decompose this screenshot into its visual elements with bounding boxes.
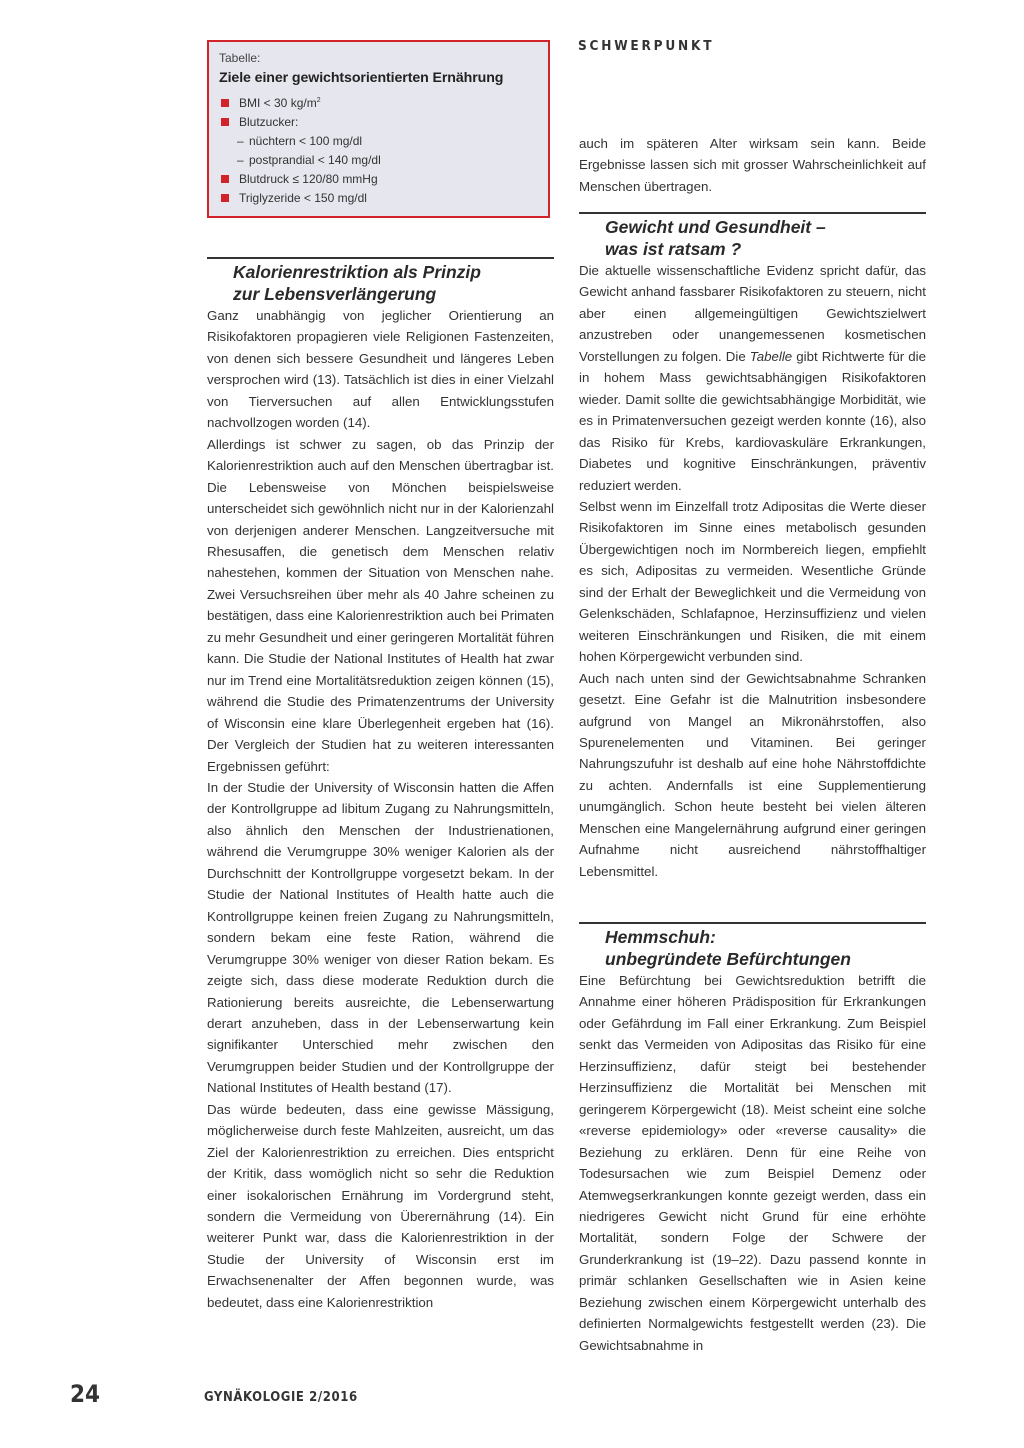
section-heading: [579, 926, 926, 970]
table-subitem-postprandial: [219, 151, 538, 170]
table-reference: Tabelle: [749, 348, 793, 364]
table-title: Ziele einer gewichtsorientierten Ernährung: [219, 70, 504, 86]
table-label: Tabelle:: [219, 51, 261, 65]
heading-line: Gewicht und Gesundheit –: [605, 217, 826, 237]
dash: –: [237, 153, 244, 167]
table-item-text: nüchtern < 100 mg/dl: [249, 134, 363, 148]
heading-line: zur Lebensverlängerung: [233, 284, 437, 304]
table-item-triglyzeride: Triglyzeride < 150 mg/dl: [219, 189, 538, 208]
paragraph: Ganz unabhängig von jeglicher Orientierung an Risikofaktoren propagieren viele Religionen Fastenzeiten, von denen sich bessere Gesundheit und längeres Leben versprochen wird (13). Tatsächlich ist dies in einer Vielzahl von Tierversuchen auf allen Entwicklungsstufen nachvollzogen worden (14).: [207, 308, 554, 431]
table-item-text: BMI < 30 kg/m: [239, 96, 317, 110]
paragraph: auch im späteren Alter wirksam sein kann. Beide Ergebnisse lassen sich mit grosser Wahrscheinlichkeit auf Menschen übertragen.: [579, 136, 926, 194]
section-rule: [579, 212, 926, 214]
heading-line: Kalorienrestriktion als Prinzip: [233, 262, 481, 282]
paragraph: Allerdings ist schwer zu sagen, ob das Prinzip der Kalorienrestriktion auch auf den Menschen übertragbar ist. Die Lebensweise von Mönchen beispielsweise unterscheidet sich gewöhnlich nicht nur in der Kalorienzahl von derjenigen anderer Menschen. Langzeitversuche mit Rhesusaffen, die genetisch dem Menschen relativ nahestehen, kommen der Situation von Menschen nahe. Zwei Versuchsreihen über mehr als 40 Jahre scheinen zu bestätigen, dass eine Kalorienrestriktion auch bei Primaten zu mehr Gesundheit und einer geringeren Mortalität führen kann. Die Studie der National Institutes of Health hat zwar nur im Trend eine Mortalitätsreduktion zeigen können (15), während die Studie des Primatenzentrums der University of Wisconsin eine klare Überlegenheit ergeben hat (16). Der Vergleich der Studien hat zu weiteren interessanten Ergebnissen geführt:: [207, 436, 554, 774]
paragraph: Eine Befürchtung bei Gewichtsreduktion betrifft die Annahme einer höheren Prädisposition für Erkrankungen oder Gefährdung im Fall einer Erkrankung. Zum Beispiel senkt das Vermeiden von Adipositas das Risiko für eine Herzinsuffizienz, dafür steigt bei bestehender Herzinsuffizienz die Mortalität bei Menschen mit geringerem Körpergewicht (18). Meist scheint eine solche «reverse epidemiology» oder «reverse causality» die Beziehung zu erklären. Denn für eine Reihe von Todesursachen wie zum Beispiel Demenz oder Atemwegserkrankungen konnte gezeigt werden, dass ein niedrigeres Gewicht nicht Grund für eine erhöhte Mortalität, sondern Folge der Schwere der Grunderkrankung ist (19–22). Dazu passend konnte in primär schlanken Gesellschaften wie in Asien keine Beziehung zwischen einem Körpergewicht unterhalb des definierten Normalgewichts festgestellt werden (23). Die Gewichtsabnahme in: [579, 973, 926, 1353]
right-section-gewicht: [579, 212, 926, 882]
table-item-bmi: [219, 94, 538, 113]
section-rule: [579, 922, 926, 924]
table-item-text: postprandial < 140 mg/dl: [249, 153, 381, 167]
section-heading: [579, 216, 926, 260]
paragraph: In der Studie der University of Wisconsin hatten die Affen der Kontrollgruppe ad libitum Zugang zu Nahrungsmitteln, also ähnlich den Menschen der Industrienationen, während die Verumgruppe 30% weniger Kalorien als der Durchschnitt der Kontrollgruppe vorgesetzt bekam. In der Studie der National Institutes of Health hatte auch die Kontrollgruppe keinen freien Zugang zu Nahrungsmitteln, sondern bekam eine feste Ration, während die Verumgruppe 30% weniger von dieser Ration bekam. Es zeigte sich, dass diese moderate Reduktion durch die Rationierung bereits ausreichte, die Lebenserwartung derart anzuheben, dass in der Lebenserwartung kein signifikanter Unterschied mehr zwischen den Verumgruppen beider Studien und der Kontrollgruppe der National Institutes of Health bestand (17).: [207, 779, 554, 1096]
text-run: Die aktuelle wissenschaftliche Evidenz spricht dafür, das Gewicht anhand fassbarer Risikofaktoren zu steuern, nicht aber einen allgemeingültigen Gewichtszielwert anzustreben oder unangemessenen kosmetischen Vorstellungen zu folgen. Die: [579, 263, 926, 364]
section-rule: [207, 257, 554, 259]
text-run: gibt Richtwerte für die in hohem Mass gewichtsabhängigen Risikofaktoren wieder. Damit sollte die gewichtsabhängige Morbidität, wie es in Primatenversuchen gezeigt werden konnte (16), also das Risiko für Krebs, kardiovaskuläre Erkrankungen, Diabetes und kognitive Einschränkungen, präventiv reduziert werden.: [579, 348, 926, 493]
page-number: 24: [70, 1380, 101, 1408]
journal-title: GYNÄKOLOGIE 2/2016: [204, 1390, 358, 1405]
left-column: [207, 257, 554, 1313]
heading-line: was ist ratsam ?: [605, 239, 742, 259]
dash: –: [237, 134, 244, 148]
table-list: [219, 94, 538, 208]
paragraph: Das würde bedeuten, dass eine gewisse Mässigung, möglicherweise durch feste Mahlzeiten, ausreicht, um das Ziel der Kalorienrestriktion zu erreichen. Dies entspricht der Kritik, dass womöglich nicht so sehr die Reduktion einer isokalorischen Ernährung im Vordergrund steht, sondern die Vermeidung von Überernährung (14). Ein weiterer Punkt war, dass die Kalorienrestriktion in der Studie der University of Wisconsin erst im Erwachsenenalter der Affen begonnen wurde, was bedeutet, dass eine Kalorienrestriktion: [207, 1101, 554, 1310]
section-label: SCHWERPUNKT: [578, 38, 715, 54]
section-heading: [207, 261, 554, 305]
table-item-blutdruck: Blutdruck ≤ 120/80 mmHg: [219, 170, 538, 189]
right-column: [579, 133, 926, 197]
paragraph: Selbst wenn im Einzelfall trotz Adipositas die Werte dieser Risikofaktoren im Sinne eines metabolisch gesunden Übergewichtigen noch im Normbereich liegen, empfiehlt es sich, Adipositas zu vermeiden. Wesentliche Gründe sind der Erhalt der Beweglichkeit und die Vermeidung von Gelenkschäden, Schlafapnoe, Herzinsuffizienz und vielen weiteren Einschränkungen und Risiken, die mit einem hohen Körpergewicht verbunden sind.: [579, 498, 926, 665]
table-box: [207, 40, 550, 218]
paragraph: [579, 260, 926, 496]
paragraph: Auch nach unten sind der Gewichtsabnahme Schranken gesetzt. Eine Gefahr ist die Malnutrition insbesondere aufgrund von Mangel an Mikronährstoffen, also Spurenelementen und Vitaminen. Bei geringer Nahrungszufuhr ist deshalb auf eine hohe Nährstoffdichte zu achten. Andernfalls ist eine Supplementierung unumgänglich. Schon heute besteht bei vielen älteren Menschen eine Mangelernährung aufgrund einer geringen Aufnahme nicht ausreichend nährstoffhaltiger Lebensmittel.: [579, 670, 926, 879]
heading-line: Hemmschuh:: [605, 927, 716, 947]
heading-line: unbegründete Befürchtungen: [605, 949, 851, 969]
table-item-blutzucker: Blutzucker:: [219, 113, 538, 132]
table-item-sup: 2: [316, 97, 321, 104]
table-subitem-nuechtern: [219, 132, 538, 151]
right-section-hemmschuh: [579, 922, 926, 1356]
